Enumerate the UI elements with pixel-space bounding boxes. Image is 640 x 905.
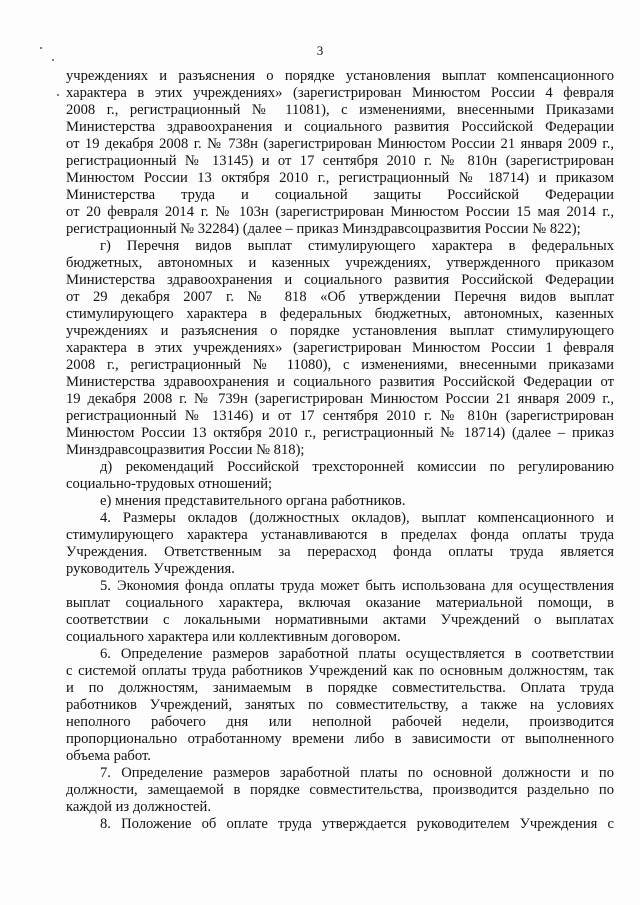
text-line: Министерства здравоохранения и социального развития Российской Федерации bbox=[66, 119, 614, 135]
text-line: регистрационный № 13145) и от 17 сентября 2010 г. № 810н (зарегистрирован bbox=[66, 153, 614, 169]
text-line: регистрационный № 32284) (далее – приказ Минздравсоцразвития России № 822); bbox=[66, 221, 581, 237]
text-line: стимулирующего характера в федеральных бюджетных, автономных, казенных bbox=[66, 306, 614, 322]
text-line: 2008 г., регистрационный № 11081), с изменениями, внесенными Приказами bbox=[66, 102, 614, 118]
paragraph-g-first-line: г) Перечня видов выплат стимулирующего характера в федеральных bbox=[100, 238, 614, 254]
text-line: с системой оплаты труда работников Учреждений как по основным должностям, так bbox=[66, 663, 614, 679]
text-line: социально-трудовых отношений; bbox=[66, 476, 273, 492]
paragraph-7-first-line: 7. Определение размеров заработной платы по основной должности и по bbox=[100, 765, 614, 781]
text-line: учреждениях и разъяснения о порядке установления выплат стимулирующего bbox=[66, 323, 614, 339]
page-number: 3 bbox=[316, 43, 324, 58]
paragraph-8-first-line: 8. Положение об оплате труда утверждается руководителем Учреждения с bbox=[100, 816, 614, 832]
text-line: объема работ. bbox=[66, 748, 151, 764]
text-line: регистрационный № 13146) и от 17 сентября 2010 г. № 810н (зарегистрирован bbox=[66, 408, 614, 424]
text-line: Учреждения. Ответственным за перерасход фонда оплаты труда является bbox=[66, 544, 614, 560]
scan-speck bbox=[52, 59, 54, 61]
text-line: характера в этих учреждениях» (зарегистрирован Минюстом России 1 февраля bbox=[66, 340, 614, 356]
text-line: характера в этих учреждениях» (зарегистрирован Минюстом России 4 февраля bbox=[66, 85, 614, 101]
text-line: пропорционально отработанному времени либо в зависимости от выполненного bbox=[66, 731, 614, 747]
text-line: Министерства здравоохранения и социального развития Российской Федерации от bbox=[66, 374, 614, 390]
text-line: соответствии с локальными нормативными актами Учреждений о выплатах bbox=[66, 612, 614, 628]
paragraph-4-first-line: 4. Размеры окладов (должностных окладов), выплат компенсационного и bbox=[100, 510, 614, 526]
text-line: и по должностям, занимаемым в порядке совместительства. Оплата труда bbox=[66, 680, 614, 696]
text-line: неполного рабочего дня или неполной рабочей недели, производится bbox=[66, 714, 614, 730]
text-line: работников Учреждений, занятых по совместительству, а также на условиях bbox=[66, 697, 614, 713]
text-line: руководитель Учреждения. bbox=[66, 561, 235, 577]
text-line: выплат социального характера, включая оказание материальной помощи, в bbox=[66, 595, 614, 611]
scan-speck bbox=[57, 94, 59, 96]
paragraph-5-first-line: 5. Экономия фонда оплаты труда может быть использована для осуществления bbox=[100, 578, 614, 594]
text-line: стимулирующего характера устанавливаются в пределах фонда оплаты труда bbox=[66, 527, 614, 543]
text-line: 2008 г., регистрационный № 11080), с изменениями, внесенными приказами bbox=[66, 357, 614, 373]
scan-speck bbox=[40, 47, 42, 49]
text-line: 19 декабря 2008 г. № 739н (зарегистрирован Минюстом России 21 января 2009 г., bbox=[66, 391, 614, 407]
document-body bbox=[66, 68, 614, 833]
text-line: должности, замещаемой в порядке совместительства, производится раздельно по bbox=[66, 782, 614, 798]
text-line: социального характера или коллективным договором. bbox=[66, 629, 401, 645]
text-line: каждой из должностей. bbox=[66, 799, 211, 815]
text-line: Минюстом России 13 октября 2010 г., регистрационный № 18714) и приказом bbox=[66, 170, 614, 186]
text-line: от 20 февраля 2014 г. № 103н (зарегистрирован Минюстом России 15 мая 2014 г., bbox=[66, 204, 614, 220]
text-line: от 19 декабря 2008 г. № 738н (зарегистрирован Минюстом России 21 января 2009 г., bbox=[66, 136, 614, 152]
text-line: Министерства труда и социальной защиты Российской Федерации bbox=[66, 187, 614, 203]
text-line: Минздравсоцразвития России № 818); bbox=[66, 442, 305, 458]
text-line: Минюстом России 13 октября 2010 г., регистрационный № 18714) (далее – приказ bbox=[66, 425, 614, 441]
text-line: бюджетных, автономных и казенных учреждениях, утвержденного приказом bbox=[66, 255, 614, 271]
paragraph-6-first-line: 6. Определение размеров заработной платы осуществляется в соответствии bbox=[100, 646, 614, 662]
paragraph-d-first-line: д) рекомендаций Российской трехсторонней комиссии по регулированию bbox=[100, 459, 614, 475]
text-line: Министерства здравоохранения и социального развития Российской Федерации bbox=[66, 272, 614, 288]
paragraph-e-line: е) мнения представительного органа работников. bbox=[100, 493, 406, 509]
text-line: от 29 декабря 2007 г. № 818 «Об утверждении Перечня видов выплат bbox=[66, 289, 614, 305]
text-line: учреждениях и разъяснения о порядке установления выплат компенсационного bbox=[66, 68, 614, 84]
